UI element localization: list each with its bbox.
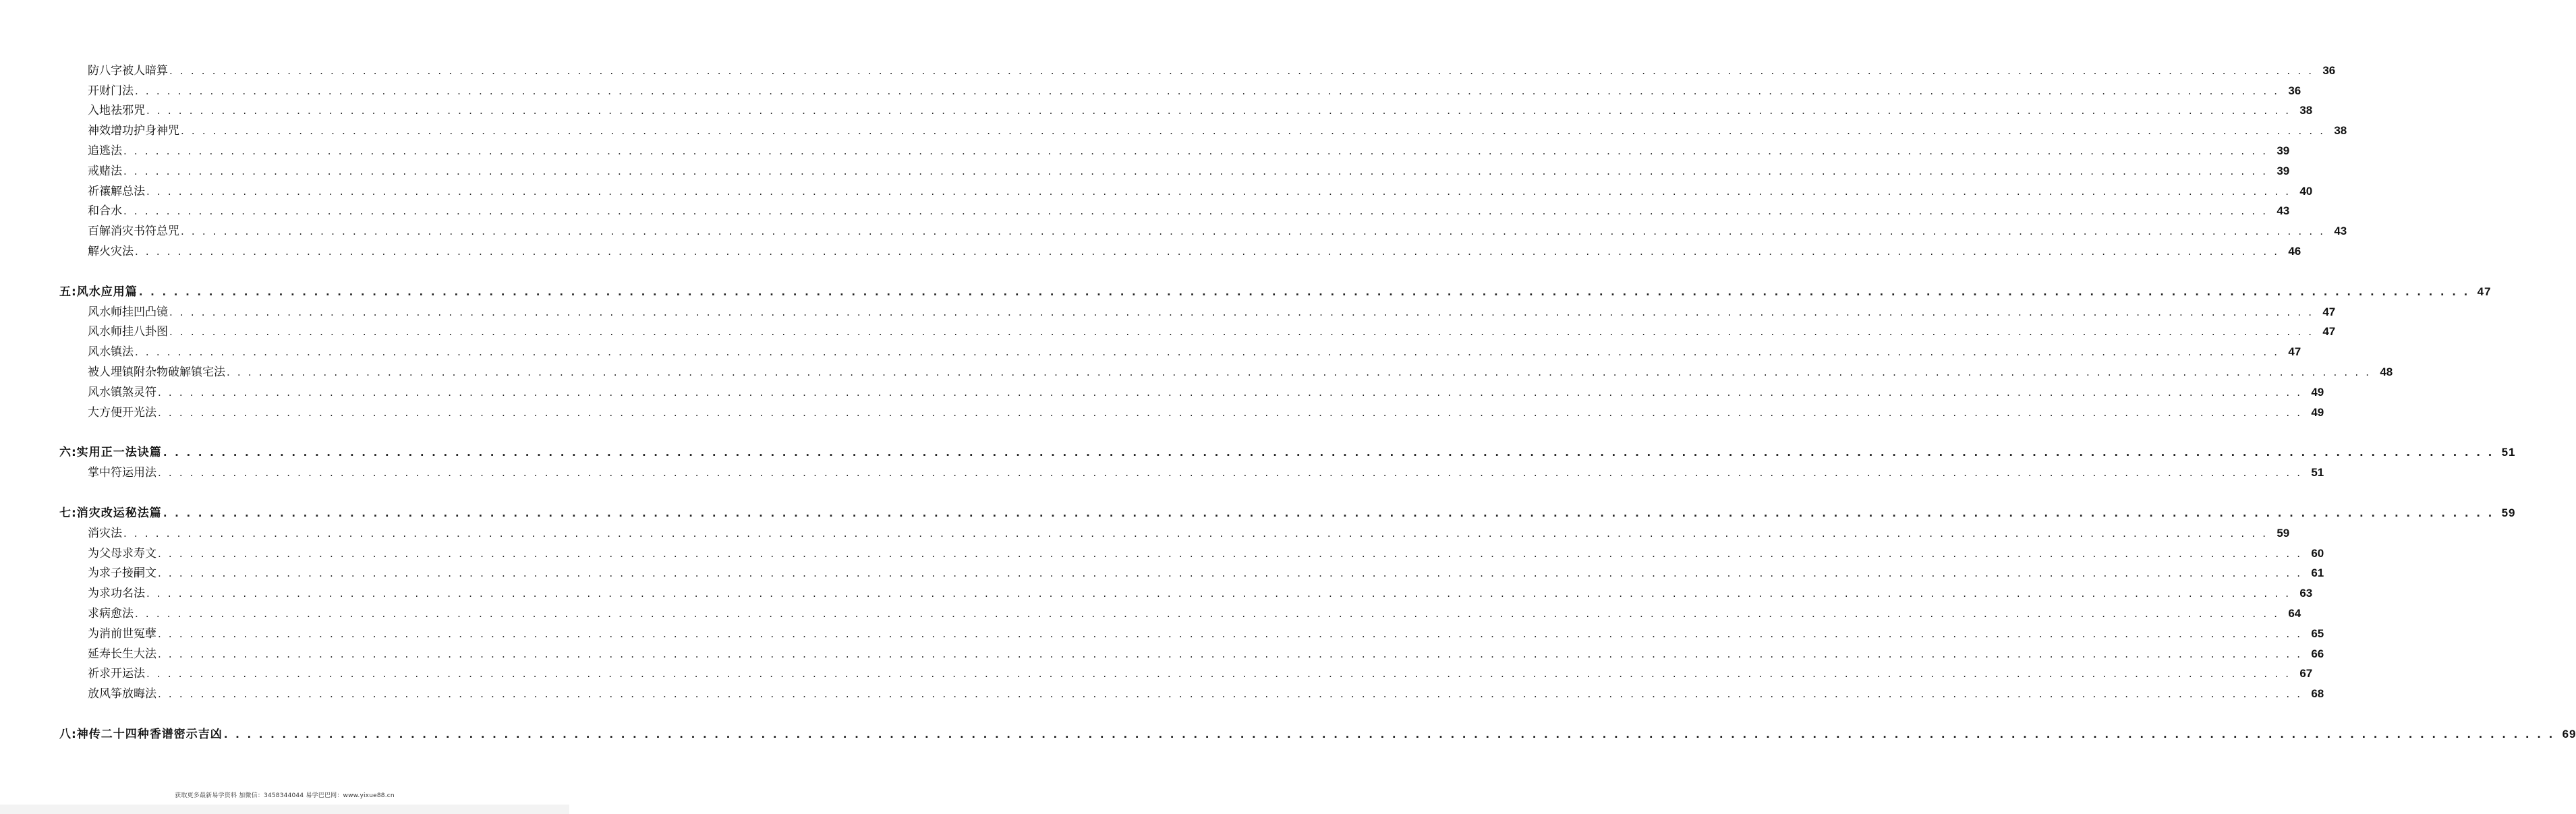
dot-leader: . . . . . . . . . . . . . . . . . . . . . . . . . . . . . . . . . . . . . . . . . . . . . . . . . . . . . . . . . . . . . . . . . . . . . . . . . . . . . . . . . . . . . . . . . . . . . . . . . . . . . . . . . . . . . . . . . . . . . . . . . . . . . . . . . . . . . . . . . . . . . . . . . . . . . . . . . . . . . . . . . . . . . . . . . . . . . . . . . . . . . . . . . . . . . . . . . . . . . . . . [135, 346, 2280, 359]
toc-page-number: 39 [2277, 144, 2290, 157]
toc-entry[interactable] [59, 380, 2324, 400]
toc-entry-title: 求病愈法 [88, 606, 134, 620]
dot-leader: . . . . . . . . . . . . . . . . . . . . . . . . . . . . . . . . . . . . . . . . . . . . . . . . . . . . . . . . . . . . . . . . . . . . . . . . . . . . . . . . . . . . . . . . . . . . . . . . . . . . . . . . . . . . . . . . . . . . . . . . . . . . . . . . . . . . . . . . . . . . . . . . . . . . . . . . . . . . . . . . . . . . . . . . . . . . . . . . . . . . . . . . . . . . . . . . . . . . . . . . [146, 105, 2291, 117]
toc-page-number: 43 [2334, 225, 2347, 238]
toc-entry[interactable] [59, 681, 2324, 701]
toc-entry[interactable] [59, 641, 2324, 662]
toc-entry-title: 百解消灾书符总咒 [88, 225, 179, 239]
dot-leader: . . . . . . . . . . . . . . . . . . . . . . . . . . . . . . . . . . . . . . . . . . . . . . . . . . . . . . . . . . . . . . . . . . . . . . . . . . . . . . . . . . . . . . . . . . . . . . . . . . . . . . . . . . . . . . . . . . . . . . . . . . . . . . . . . . . . . . . . . . . . . . . . . . . . . . . . . . . . . . . . . . . . . . . . . . . . . . . . . . . . . . . . . . . . . . . . . . . . . . . . [181, 125, 2326, 138]
toc-page-number: 67 [2299, 667, 2313, 680]
toc-entry[interactable] [59, 662, 2313, 682]
dot-leader: . . . . . . . . . . . . . . . . . . . . . . . . . . . . . . . . . . . . . . . . . . . . . . . . . . . . . . . . . . . . . . . . . . . . . . . . . . . . . . . . . . . . . . . . . . . . . . . . . . . . . . . . . . . . . . . . . . . . . . . . . . . . . . . . . . . . . . . . . . . . . . . . . . . . . . . . . . . . . . . . . . . . . . . . . . . . . . . . . . . . . . . . . . . . . . . . . . . . . . . . [123, 144, 2268, 157]
dot-leader: . . . . . . . . . . . . . . . . . . . . . . . . . . . . . . . . . . . . . . . . . . . . . . . . . . . . . . . . . . . . . . . . . . . . . . . . . . . . . . . . . . . . . . . . . . . . . . . . . . . . . . . . . . . . . . . . . . . . . . . . . . . . . . . . . . . . . . . . . . . . . . . . . . . . . . . . . . . . . . . . . . . . . . . . . . . . . . . . . . . . . . . . . . . . . . . . . . . . . . . . [158, 627, 2303, 640]
toc-entry[interactable] [59, 219, 2347, 239]
toc-page-number: 68 [2311, 687, 2324, 701]
toc-entry-title: 为父母求寿文 [88, 546, 156, 560]
section-gap [59, 480, 496, 500]
toc-entry-title: 开财门法 [88, 84, 134, 98]
toc-page-number: 64 [2288, 606, 2301, 620]
toc-entry[interactable] [59, 320, 2336, 340]
toc-entry[interactable] [59, 581, 2313, 601]
toc-entry-title: 为求功名法 [88, 587, 145, 601]
toc-entry-title: 八:神传二十四种香谱密示吉凶 [59, 727, 223, 741]
toc-entry-title: 掌中符运用法 [88, 466, 156, 480]
toc-entry-title: 戒赌法 [88, 164, 122, 178]
bottom-strip [0, 805, 569, 814]
toc-entry[interactable] [59, 561, 2324, 581]
toc-section-entry[interactable] [59, 722, 2576, 742]
page-footer: 获取更多最新易学资料 加微信：3458344044 易学巴巴网：www.yixue88.cn [175, 792, 395, 799]
toc-page-number: 49 [2311, 405, 2324, 419]
dot-leader: . . . . . . . . . . . . . . . . . . . . . . . . . . . . . . . . . . . . . . . . . . . . . . . . . . . . . . . . . . . . . . . . . . . . . . . . . . . . . . . . . . . . . . . . . . . . . . . . . . . . . . . . . . . . . . . . . . . . . . . . . . . . . . . . . . . . . . . . . . . . . . . . . . . . . . . . . . . . . . . . . . . . . . . . . . . . . . . . . . . . . . . . . . . . . . . . . . . . . . . . [158, 688, 2303, 701]
toc-entry-title: 风水镇法 [88, 345, 134, 359]
toc-entry[interactable] [59, 98, 2313, 119]
toc-section-entry[interactable] [59, 440, 2516, 461]
section-gap [59, 420, 496, 440]
dot-leader: . . . . . . . . . . . . . . . . . . . . . . . . . . . . . . . . . . . . . . . . . . . . . . . . . . . . . . . . . . . . . . . . . . . . . . . . . . . . . . . . . . . . . . . . . . . . . . . . . . . . . . . . . . . . . . . . . . . . . . . . . . . . . . . . . . . . . . . . . . . . . . . . . . . . . . . . . . . . . . . . . . . . . . . . . . . . . . . . . . . . . . . . . . . . . . . . . . . . . . . . [123, 527, 2268, 540]
toc-entry[interactable] [59, 621, 2324, 641]
toc-entry-title: 防八字被人暗算 [88, 63, 168, 78]
toc-entry[interactable] [59, 78, 2301, 98]
toc-entry[interactable] [59, 58, 2336, 78]
toc-entry[interactable] [59, 339, 2301, 359]
toc-entry-title: 为消前世冤孽 [88, 627, 156, 641]
toc-entry-title: 被人埋镇附杂物破解镇宅法 [88, 365, 225, 379]
dot-leader: . . . . . . . . . . . . . . . . . . . . . . . . . . . . . . . . . . . . . . . . . . . . . . . . . . . . . . . . . . . . . . . . . . . . . . . . . . . . . . . . . . . . . . . . . . . . . . . . . . . . . . . . . . . . . . . . . . . . . . . . . . . . . . . . . . . . . . . . . . . . . . . . . . . . . . . . . . . . . . . . . . . . . . . . . . . . . . . . . . . . . . . . . . . . . . . . . . . . . . . . [163, 506, 2494, 519]
toc-entry[interactable] [59, 158, 2290, 179]
toc-entry[interactable] [59, 299, 2336, 320]
dot-leader: . . . . . . . . . . . . . . . . . . . . . . . . . . . . . . . . . . . . . . . . . . . . . . . . . . . . . . . . . . . . . . . . . . . . . . . . . . . . . . . . . . . . . . . . . . . . . . . . . . . . . . . . . . . . . . . . . . . . . . . . . . . . . . . . . . . . . . . . . . . . . . . . . . . . . . . . . . . . . . . . . . . . . . . . . . . . . . . . . . . . . . . . . . . . . . . . . . . . . . . . [158, 647, 2303, 660]
dot-leader: . . . . . . . . . . . . . . . . . . . . . . . . . . . . . . . . . . . . . . . . . . . . . . . . . . . . . . . . . . . . . . . . . . . . . . . . . . . . . . . . . . . . . . . . . . . . . . . . . . . . . . . . . . . . . . . . . . . . . . . . . . . . . . . . . . . . . . . . . . . . . . . . . . . . . . . . . . . . . . . . . . . . . . . . . . . . . . . . . . . . . . . . . . . . . . . . . . . . . . . . [138, 285, 2470, 298]
toc-page-number: 47 [2288, 345, 2301, 359]
toc-page-number: 38 [2334, 124, 2347, 138]
toc-page-number: 61 [2311, 566, 2324, 580]
toc-page-number: 43 [2277, 204, 2290, 218]
toc-page-number: 49 [2311, 385, 2324, 399]
toc-entry-title: 五:风水应用篇 [59, 285, 138, 299]
toc-page-number: 66 [2311, 647, 2324, 660]
toc-entry-title: 神效增功护身神咒 [88, 124, 179, 138]
dot-leader: . . . . . . . . . . . . . . . . . . . . . . . . . . . . . . . . . . . . . . . . . . . . . . . . . . . . . . . . . . . . . . . . . . . . . . . . . . . . . . . . . . . . . . . . . . . . . . . . . . . . . . . . . . . . . . . . . . . . . . . . . . . . . . . . . . . . . . . . . . . . . . . . . . . . . . . . . . . . . . . . . . . . . . . . . . . . . . . . . . . . . . . . . . . . . . . . . . . . . . . . [227, 366, 2372, 378]
toc-entry-title: 祈求开运法 [88, 667, 145, 681]
toc-entry[interactable] [59, 199, 2290, 219]
dot-leader: . . . . . . . . . . . . . . . . . . . . . . . . . . . . . . . . . . . . . . . . . . . . . . . . . . . . . . . . . . . . . . . . . . . . . . . . . . . . . . . . . . . . . . . . . . . . . . . . . . . . . . . . . . . . . . . . . . . . . . . . . . . . . . . . . . . . . . . . . . . . . . . . . . . . . . . . . . . . . . . . . . . . . . . . . . . . . . . . . . . . . . . . . . . . . . . . . . . . . . . . [158, 386, 2303, 399]
dot-leader: . . . . . . . . . . . . . . . . . . . . . . . . . . . . . . . . . . . . . . . . . . . . . . . . . . . . . . . . . . . . . . . . . . . . . . . . . . . . . . . . . . . . . . . . . . . . . . . . . . . . . . . . . . . . . . . . . . . . . . . . . . . . . . . . . . . . . . . . . . . . . . . . . . . . . . . . . . . . . . . . . . . . . . . . . . . . . . . . . . . . . . . . . . . . . . . . . . . . . . . . [135, 245, 2280, 258]
toc-entry[interactable] [59, 400, 2324, 420]
toc-page-number: 59 [2501, 506, 2516, 519]
toc-entry-title: 放风筝放晦法 [88, 687, 156, 701]
toc-section-entry[interactable] [59, 279, 2492, 299]
toc-entry[interactable] [59, 239, 2301, 259]
dot-leader: . . . . . . . . . . . . . . . . . . . . . . . . . . . . . . . . . . . . . . . . . . . . . . . . . . . . . . . . . . . . . . . . . . . . . . . . . . . . . . . . . . . . . . . . . . . . . . . . . . . . . . . . . . . . . . . . . . . . . . . . . . . . . . . . . . . . . . . . . . . . . . . . . . . . . . . . . . . . . . . . . . . . . . . . . . . . . . . . . . . . . . . . . . . . . . . . . . . . . . . . [146, 587, 2291, 600]
toc-page-number: 38 [2299, 104, 2313, 117]
toc-entry-title: 风水镇煞灵符 [88, 385, 156, 399]
toc-page-number: 48 [2380, 365, 2393, 378]
toc-entry-title: 解火灾法 [88, 244, 134, 258]
toc-page-number: 36 [2322, 63, 2336, 77]
dot-leader: . . . . . . . . . . . . . . . . . . . . . . . . . . . . . . . . . . . . . . . . . . . . . . . . . . . . . . . . . . . . . . . . . . . . . . . . . . . . . . . . . . . . . . . . . . . . . . . . . . . . . . . . . . . . . . . . . . . . . . . . . . . . . . . . . . . . . . . . . . . . . . . . . . . . . . . . . . . . . . . . . . . . . . . . . . . . . . . . . . . . . . . . . . . . . . . . . . . . . . . . [158, 467, 2303, 479]
section-gap [59, 259, 496, 279]
toc-page-number: 51 [2501, 446, 2516, 459]
toc-entry-title: 延寿长生大法 [88, 647, 156, 661]
dot-leader: . . . . . . . . . . . . . . . . . . . . . . . . . . . . . . . . . . . . . . . . . . . . . . . . . . . . . . . . . . . . . . . . . . . . . . . . . . . . . . . . . . . . . . . . . . . . . . . . . . . . . . . . . . . . . . . . . . . . . . . . . . . . . . . . . . . . . . . . . . . . . . . . . . . . . . . . . . . . . . . . . . . . . . . . . . . . . . . . . . . . . . . . . . . . . . . . . . . . . . . . [169, 326, 2314, 339]
toc-entry-title: 为求子接嗣文 [88, 566, 156, 581]
toc-entry[interactable] [59, 541, 2324, 561]
toc-section-entry[interactable] [59, 500, 2516, 521]
toc-entry-title: 和合水 [88, 204, 122, 219]
toc-page-number: 46 [2288, 244, 2301, 258]
toc-entry[interactable] [59, 179, 2313, 199]
toc-page-number: 60 [2311, 546, 2324, 560]
toc-page-number: 51 [2311, 466, 2324, 479]
section-gap [59, 701, 496, 722]
dot-leader: . . . . . . . . . . . . . . . . . . . . . . . . . . . . . . . . . . . . . . . . . . . . . . . . . . . . . . . . . . . . . . . . . . . . . . . . . . . . . . . . . . . . . . . . . . . . . . . . . . . . . . . . . . . . . . . . . . . . . . . . . . . . . . . . . . . . . . . . . . . . . . . . . . . . . . . . . . . . . . . . . . . . . . . . . . . . . . . . . . . . . . . . . . . . . . . . . . . . . . . . [163, 446, 2494, 459]
dot-leader: . . . . . . . . . . . . . . . . . . . . . . . . . . . . . . . . . . . . . . . . . . . . . . . . . . . . . . . . . . . . . . . . . . . . . . . . . . . . . . . . . . . . . . . . . . . . . . . . . . . . . . . . . . . . . . . . . . . . . . . . . . . . . . . . . . . . . . . . . . . . . . . . . . . . . . . . . . . . . . . . . . . . . . . . . . . . . . . . . . . . . . . . . . . . . . . . . . . . . . . . [158, 406, 2303, 419]
dot-leader: . . . . . . . . . . . . . . . . . . . . . . . . . . . . . . . . . . . . . . . . . . . . . . . . . . . . . . . . . . . . . . . . . . . . . . . . . . . . . . . . . . . . . . . . . . . . . . . . . . . . . . . . . . . . . . . . . . . . . . . . . . . . . . . . . . . . . . . . . . . . . . . . . . . . . . . . . . . . . . . . . . . . . . . . . . . . . . . . . . . . . . . . . . . . . . . . . . . . . . . . [158, 567, 2303, 580]
toc-entry[interactable] [59, 601, 2301, 621]
toc-page-number: 69 [2562, 727, 2576, 740]
toc-page-number: 47 [2322, 325, 2336, 339]
toc-entry-title: 风水师挂凹凸镜 [88, 305, 168, 319]
toc-page-number: 59 [2277, 526, 2290, 540]
toc-page-number: 36 [2288, 84, 2301, 97]
toc-entry-title: 祈禳解总法 [88, 184, 145, 198]
toc-entry-title: 入地祛邪咒 [88, 104, 145, 118]
toc-entry-title: 消灾法 [88, 526, 122, 540]
table-of-contents [59, 58, 2576, 742]
toc-entry-title: 追逃法 [88, 144, 122, 158]
dot-leader: . . . . . . . . . . . . . . . . . . . . . . . . . . . . . . . . . . . . . . . . . . . . . . . . . . . . . . . . . . . . . . . . . . . . . . . . . . . . . . . . . . . . . . . . . . . . . . . . . . . . . . . . . . . . . . . . . . . . . . . . . . . . . . . . . . . . . . . . . . . . . . . . . . . . . . . . . . . . . . . . . . . . . . . . . . . . . . . . . . . . . . . . . . . . . . . . . . . . . . . . [123, 165, 2268, 177]
toc-entry-title: 大方便开光法 [88, 405, 156, 419]
dot-leader: . . . . . . . . . . . . . . . . . . . . . . . . . . . . . . . . . . . . . . . . . . . . . . . . . . . . . . . . . . . . . . . . . . . . . . . . . . . . . . . . . . . . . . . . . . . . . . . . . . . . . . . . . . . . . . . . . . . . . . . . . . . . . . . . . . . . . . . . . . . . . . . . . . . . . . . . . . . . . . . . . . . . . . . . . . . . . . . . . . . . . . . . . . . . . . . . . . . . . . . . [223, 728, 2555, 740]
dot-leader: . . . . . . . . . . . . . . . . . . . . . . . . . . . . . . . . . . . . . . . . . . . . . . . . . . . . . . . . . . . . . . . . . . . . . . . . . . . . . . . . . . . . . . . . . . . . . . . . . . . . . . . . . . . . . . . . . . . . . . . . . . . . . . . . . . . . . . . . . . . . . . . . . . . . . . . . . . . . . . . . . . . . . . . . . . . . . . . . . . . . . . . . . . . . . . . . . . . . . . . . [146, 668, 2291, 680]
toc-page-number: 47 [2322, 305, 2336, 318]
toc-entry[interactable] [59, 359, 2393, 380]
dot-leader: . . . . . . . . . . . . . . . . . . . . . . . . . . . . . . . . . . . . . . . . . . . . . . . . . . . . . . . . . . . . . . . . . . . . . . . . . . . . . . . . . . . . . . . . . . . . . . . . . . . . . . . . . . . . . . . . . . . . . . . . . . . . . . . . . . . . . . . . . . . . . . . . . . . . . . . . . . . . . . . . . . . . . . . . . . . . . . . . . . . . . . . . . . . . . . . . . . . . . . . . [169, 64, 2314, 77]
dot-leader: . . . . . . . . . . . . . . . . . . . . . . . . . . . . . . . . . . . . . . . . . . . . . . . . . . . . . . . . . . . . . . . . . . . . . . . . . . . . . . . . . . . . . . . . . . . . . . . . . . . . . . . . . . . . . . . . . . . . . . . . . . . . . . . . . . . . . . . . . . . . . . . . . . . . . . . . . . . . . . . . . . . . . . . . . . . . . . . . . . . . . . . . . . . . . . . . . . . . . . . . [135, 607, 2280, 620]
toc-page-number: 65 [2311, 627, 2324, 640]
toc-page-number: 63 [2299, 587, 2313, 600]
toc-entry-title: 风水师挂八卦图 [88, 325, 168, 339]
toc-page-number: 39 [2277, 164, 2290, 177]
dot-leader: . . . . . . . . . . . . . . . . . . . . . . . . . . . . . . . . . . . . . . . . . . . . . . . . . . . . . . . . . . . . . . . . . . . . . . . . . . . . . . . . . . . . . . . . . . . . . . . . . . . . . . . . . . . . . . . . . . . . . . . . . . . . . . . . . . . . . . . . . . . . . . . . . . . . . . . . . . . . . . . . . . . . . . . . . . . . . . . . . . . . . . . . . . . . . . . . . . . . . . . . [158, 547, 2303, 560]
toc-entry-title: 七:消灾改运秘法篇 [59, 506, 162, 520]
toc-entry[interactable] [59, 118, 2347, 138]
toc-entry[interactable] [59, 460, 2324, 480]
toc-page-number: 47 [2477, 285, 2492, 298]
dot-leader: . . . . . . . . . . . . . . . . . . . . . . . . . . . . . . . . . . . . . . . . . . . . . . . . . . . . . . . . . . . . . . . . . . . . . . . . . . . . . . . . . . . . . . . . . . . . . . . . . . . . . . . . . . . . . . . . . . . . . . . . . . . . . . . . . . . . . . . . . . . . . . . . . . . . . . . . . . . . . . . . . . . . . . . . . . . . . . . . . . . . . . . . . . . . . . . . . . . . . . . . [123, 205, 2268, 218]
toc-entry[interactable] [59, 521, 2290, 541]
toc-page-number: 40 [2299, 184, 2313, 198]
toc-entry-title: 六:实用正一法诀篇 [59, 446, 162, 460]
dot-leader: . . . . . . . . . . . . . . . . . . . . . . . . . . . . . . . . . . . . . . . . . . . . . . . . . . . . . . . . . . . . . . . . . . . . . . . . . . . . . . . . . . . . . . . . . . . . . . . . . . . . . . . . . . . . . . . . . . . . . . . . . . . . . . . . . . . . . . . . . . . . . . . . . . . . . . . . . . . . . . . . . . . . . . . . . . . . . . . . . . . . . . . . . . . . . . . . . . . . . . . . [135, 84, 2280, 97]
dot-leader: . . . . . . . . . . . . . . . . . . . . . . . . . . . . . . . . . . . . . . . . . . . . . . . . . . . . . . . . . . . . . . . . . . . . . . . . . . . . . . . . . . . . . . . . . . . . . . . . . . . . . . . . . . . . . . . . . . . . . . . . . . . . . . . . . . . . . . . . . . . . . . . . . . . . . . . . . . . . . . . . . . . . . . . . . . . . . . . . . . . . . . . . . . . . . . . . . . . . . . . . [169, 306, 2314, 318]
toc-entry[interactable] [59, 138, 2290, 158]
dot-leader: . . . . . . . . . . . . . . . . . . . . . . . . . . . . . . . . . . . . . . . . . . . . . . . . . . . . . . . . . . . . . . . . . . . . . . . . . . . . . . . . . . . . . . . . . . . . . . . . . . . . . . . . . . . . . . . . . . . . . . . . . . . . . . . . . . . . . . . . . . . . . . . . . . . . . . . . . . . . . . . . . . . . . . . . . . . . . . . . . . . . . . . . . . . . . . . . . . . . . . . . [146, 185, 2291, 198]
dot-leader: . . . . . . . . . . . . . . . . . . . . . . . . . . . . . . . . . . . . . . . . . . . . . . . . . . . . . . . . . . . . . . . . . . . . . . . . . . . . . . . . . . . . . . . . . . . . . . . . . . . . . . . . . . . . . . . . . . . . . . . . . . . . . . . . . . . . . . . . . . . . . . . . . . . . . . . . . . . . . . . . . . . . . . . . . . . . . . . . . . . . . . . . . . . . . . . . . . . . . . . . [181, 225, 2326, 238]
